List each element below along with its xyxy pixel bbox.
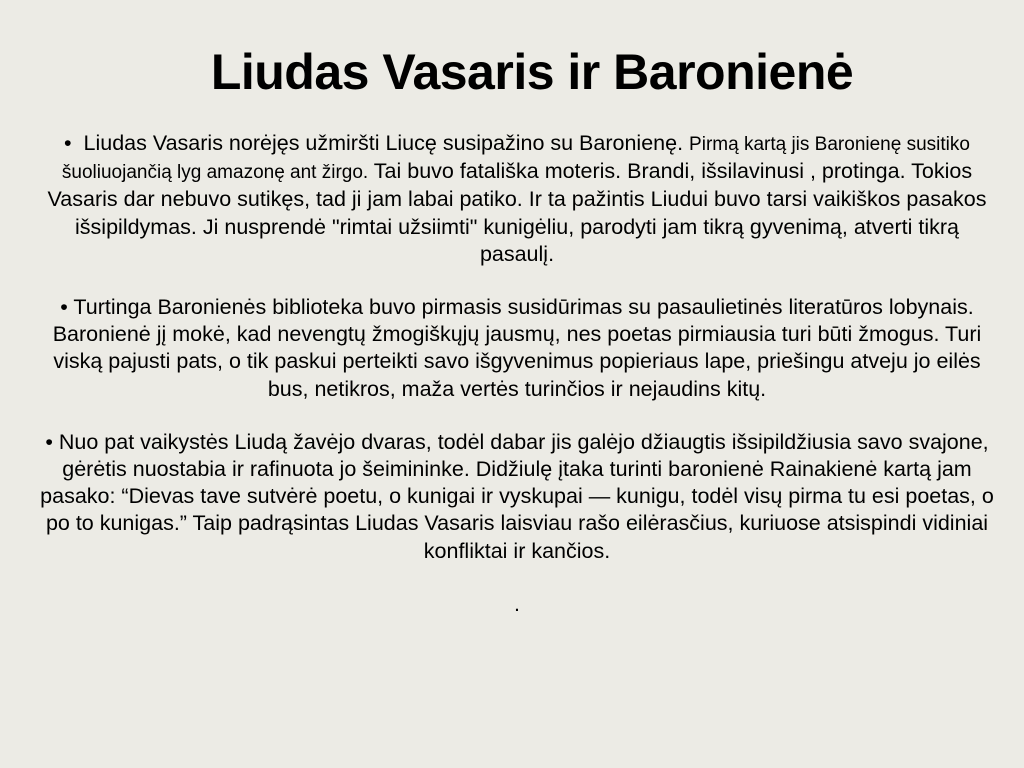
bullet-2: •	[60, 295, 68, 320]
paragraph-1-text-end: Tai buvo fatališka moteris. Brandi, išsilavinusi , protinga. Tokios Vasaris dar nebuvo sutikęs, tad ji jam labai patiko. Ir ta pažintis Liudui buvo tarsi vaikiškos pasakos išsipildymas. Ji nusprendė "rimtai užsiimti" kunigėliu, parodyti jam tikrą gyvenimą, atverti tikrą pasaulį.	[47, 159, 987, 266]
paragraph-3-text: Nuo pat vaikystės Liudą žavėjo dvaras, todėl dabar jis galėjo džiaugtis išsipildžiusia savo svajone, gėrėtis nuostabia ir rafinuota jo šeimininke. Didžiulę įtaka turinti baronienė Rainakienė kartą jam pasako: “Dievas tave sutvėrė poetu, o kunigai ir vyskupai — kunigu, todėl visų pirma tu esi poetas, o po to kunigas.” Taip padrąsintas Liudas Vasaris laisviau rašo eilėrasčius, kuriuose atsispindi vidiniai konfliktai ir kančios.	[40, 429, 994, 563]
paragraph-3	[38, 429, 996, 565]
paragraph-1-text-small: Pirmą kartą jis Baronienę susitiko šuoliuojančią lyg amazonę ant žirgo.	[61, 134, 970, 184]
trailing-dot: .	[514, 591, 520, 616]
slide-title: Liudas Vasaris ir Baronienė	[210, 44, 854, 100]
paragraph-1	[38, 130, 996, 268]
bullet-3: •	[45, 429, 53, 454]
slide-body	[38, 130, 996, 618]
bullet-1: •	[64, 131, 72, 155]
paragraph-2-text: Turtinga Baronienės biblioteka buvo pirmasis susidūrimas su pasaulietinės literatūros lobynais. Baronienė jį mokė, kad nevengtų žmogiškųjų jausmų, nes poetas pirmiausia turi būti žmogus. Turi viską pajusti pats, o tik paskui perteikti savo išgyvenimus popieriaus lape, priešingu atveju jo eilės bus, netikros, maža vertės turinčios ir nejaudins kitų.	[52, 295, 982, 401]
paragraph-2	[38, 294, 996, 403]
paragraph-1-text-start: Liudas Vasaris norėjęs užmiršti Liucę susipažino su Baronienę.	[83, 131, 684, 155]
